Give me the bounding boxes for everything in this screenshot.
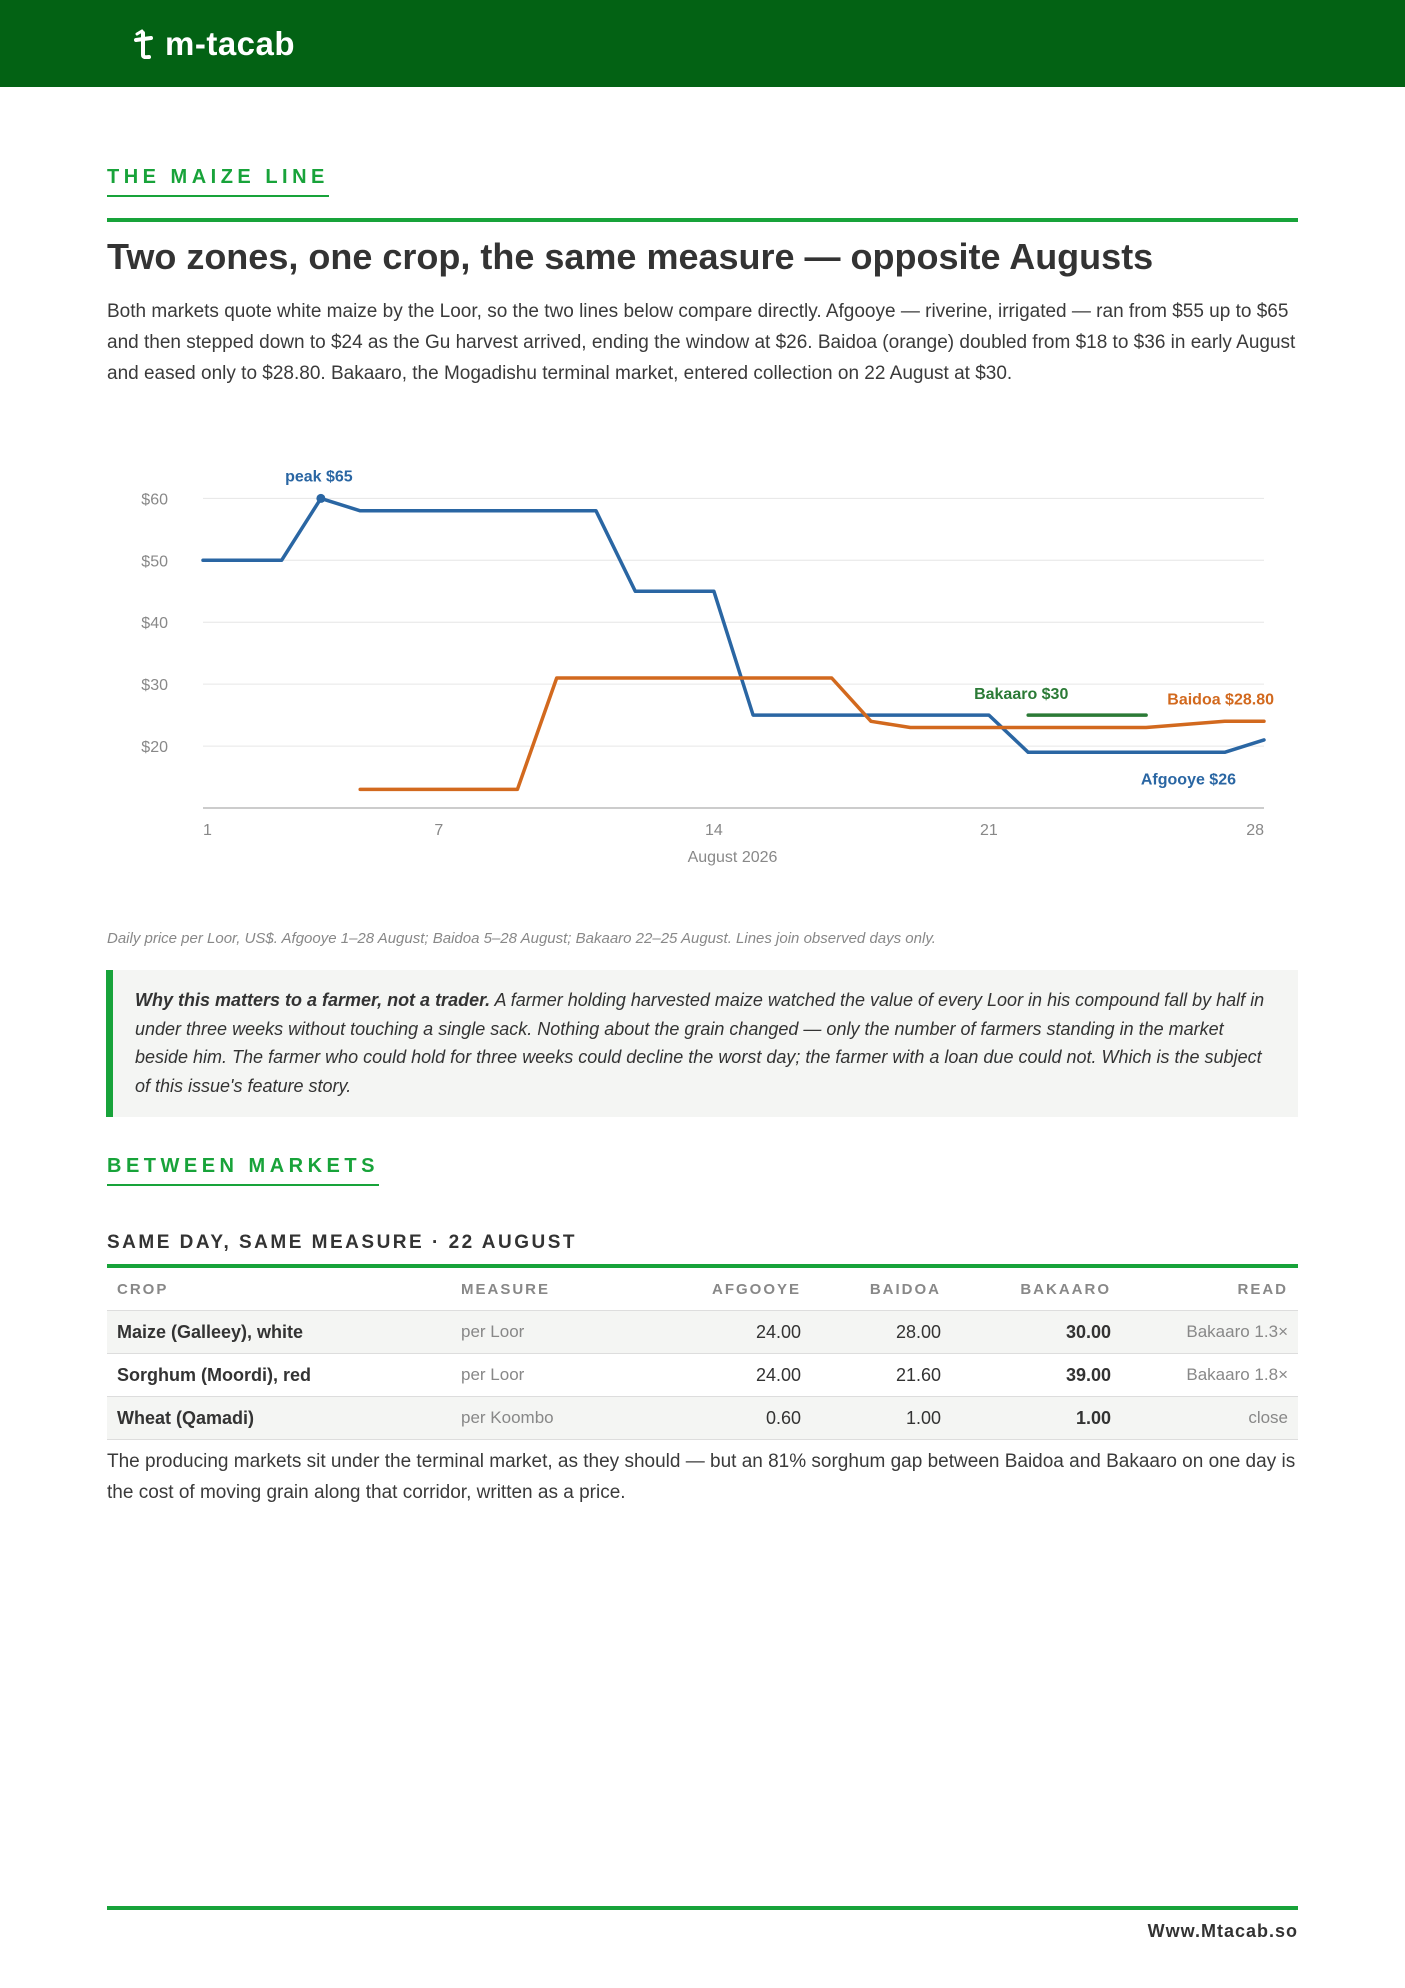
x-tick-label: 21 xyxy=(980,822,998,839)
series-line-baidoa xyxy=(360,678,1264,789)
annotation-peak: peak $65 xyxy=(285,468,353,486)
x-axis-ticks xyxy=(203,822,1264,839)
cell-bakaaro: 30.00 xyxy=(951,1311,1121,1354)
table-title: SAME DAY, SAME MEASURE · 22 AUGUST xyxy=(107,1232,577,1253)
y-tick-label: $50 xyxy=(141,553,168,571)
peak-marker xyxy=(316,494,325,503)
x-tick-label: 7 xyxy=(434,822,444,839)
brand-logo[interactable] xyxy=(133,22,295,66)
x-tick-label: 28 xyxy=(1246,822,1264,839)
cell-read: Bakaaro 1.3× xyxy=(1121,1311,1298,1354)
annotation-afgooye: Afgooye $26 xyxy=(1140,771,1236,789)
table-row xyxy=(107,1311,1298,1354)
x-tick-label: 1 xyxy=(203,822,212,839)
cell-bakaaro: 39.00 xyxy=(951,1354,1121,1397)
section-label-maize-line: THE MAIZE LINE xyxy=(107,166,329,197)
section-rule xyxy=(107,218,1298,222)
cell-afgooye: 24.00 xyxy=(661,1311,811,1354)
cell-afgooye: 0.60 xyxy=(661,1397,811,1440)
footer-rule xyxy=(107,1906,1298,1910)
cell-read: Bakaaro 1.8× xyxy=(1121,1354,1298,1397)
y-tick-label: $20 xyxy=(141,739,168,757)
cell-baidoa: 21.60 xyxy=(811,1354,951,1397)
farmer-callout xyxy=(106,970,1298,1117)
tacab-mark-icon xyxy=(133,29,155,59)
price-comparison-table xyxy=(107,1264,1298,1440)
header-afgooye: AFGOOYE xyxy=(661,1266,811,1311)
closing-note: The producing markets sit under the terminal market, as they should — but an 81% sorghum gap between Baidoa and Bakaaro on one day is the cost of moving grain along that corridor, written as a price. xyxy=(107,1451,1296,1503)
y-tick-label: $40 xyxy=(141,615,168,633)
maize-price-chart xyxy=(107,440,1298,880)
header-measure: MEASURE xyxy=(451,1266,661,1311)
table-row xyxy=(107,1354,1298,1397)
annotation-baidoa: Baidoa $28.80 xyxy=(1167,691,1274,709)
header-baidoa: BAIDOA xyxy=(811,1266,951,1311)
cell-read: close xyxy=(1121,1397,1298,1440)
header-crop: CROP xyxy=(107,1266,451,1311)
header-read: READ xyxy=(1121,1266,1298,1311)
callout-lead: Why this matters to a farmer, not a trader. xyxy=(135,990,491,1010)
top-bar xyxy=(0,0,1405,87)
cell-crop: Sorghum (Moordi), red xyxy=(107,1354,451,1397)
header-bakaaro: BAKAARO xyxy=(951,1266,1121,1311)
cell-measure: per Koombo xyxy=(451,1397,661,1440)
footer-website-link[interactable]: Www.Mtacab.so xyxy=(1147,1921,1298,1941)
table-header-row xyxy=(107,1266,1298,1311)
cell-baidoa: 28.00 xyxy=(811,1311,951,1354)
article-headline: Two zones, one crop, the same measure — opposite Augusts xyxy=(107,236,1154,277)
chart-annotations xyxy=(285,468,1274,788)
cell-crop: Maize (Galleey), white xyxy=(107,1311,451,1354)
cell-measure: per Loor xyxy=(451,1354,661,1397)
chart-caption: Daily price per Loor, US$. Afgooye 1–28 August; Baidoa 5–28 August; Bakaaro 22–25 August. Lines join observed days only. xyxy=(107,930,936,947)
article-lede: Both markets quote white maize by the Loor, so the two lines below compare directly. Afgooye — riverine, irrigated — ran from $55 up to $65 and then stepped down to $24 as the Gu harvest arrived, ending the window at $26. Baidoa (orange) doubled from $18 to $36 in early August and eased only to $28.80. Bakaaro, the Mogadishu terminal market, entered collection on 22 August at $30. xyxy=(107,301,1296,384)
cell-afgooye: 24.00 xyxy=(661,1354,811,1397)
cell-crop: Wheat (Qamadi) xyxy=(107,1397,451,1440)
x-axis-label: August 2026 xyxy=(687,849,778,866)
table-row xyxy=(107,1397,1298,1440)
section-label-between-markets: BETWEEN MARKETS xyxy=(107,1155,379,1186)
annotation-bakaaro: Bakaaro $30 xyxy=(974,686,1069,704)
chart-grid xyxy=(203,498,1264,746)
y-tick-label: $60 xyxy=(141,491,168,509)
brand-name: m-tacab xyxy=(165,25,296,62)
callout-body: A farmer holding harvested maize watched the value of every Loor in his compound fall by half in under three weeks without touching a single sack. Nothing about the grain changed — only the number of farmers standing in the market beside him. The farmer who could hold for three weeks could decline the worst day; the farmer with a loan due could not. Which is the subject of this issue's feature story. xyxy=(135,990,1265,1096)
cell-bakaaro: 1.00 xyxy=(951,1397,1121,1440)
cell-baidoa: 1.00 xyxy=(811,1397,951,1440)
y-axis-ticks xyxy=(141,491,168,756)
cell-measure: per Loor xyxy=(451,1311,661,1354)
x-tick-label: 14 xyxy=(704,822,723,839)
y-tick-label: $30 xyxy=(141,677,168,695)
